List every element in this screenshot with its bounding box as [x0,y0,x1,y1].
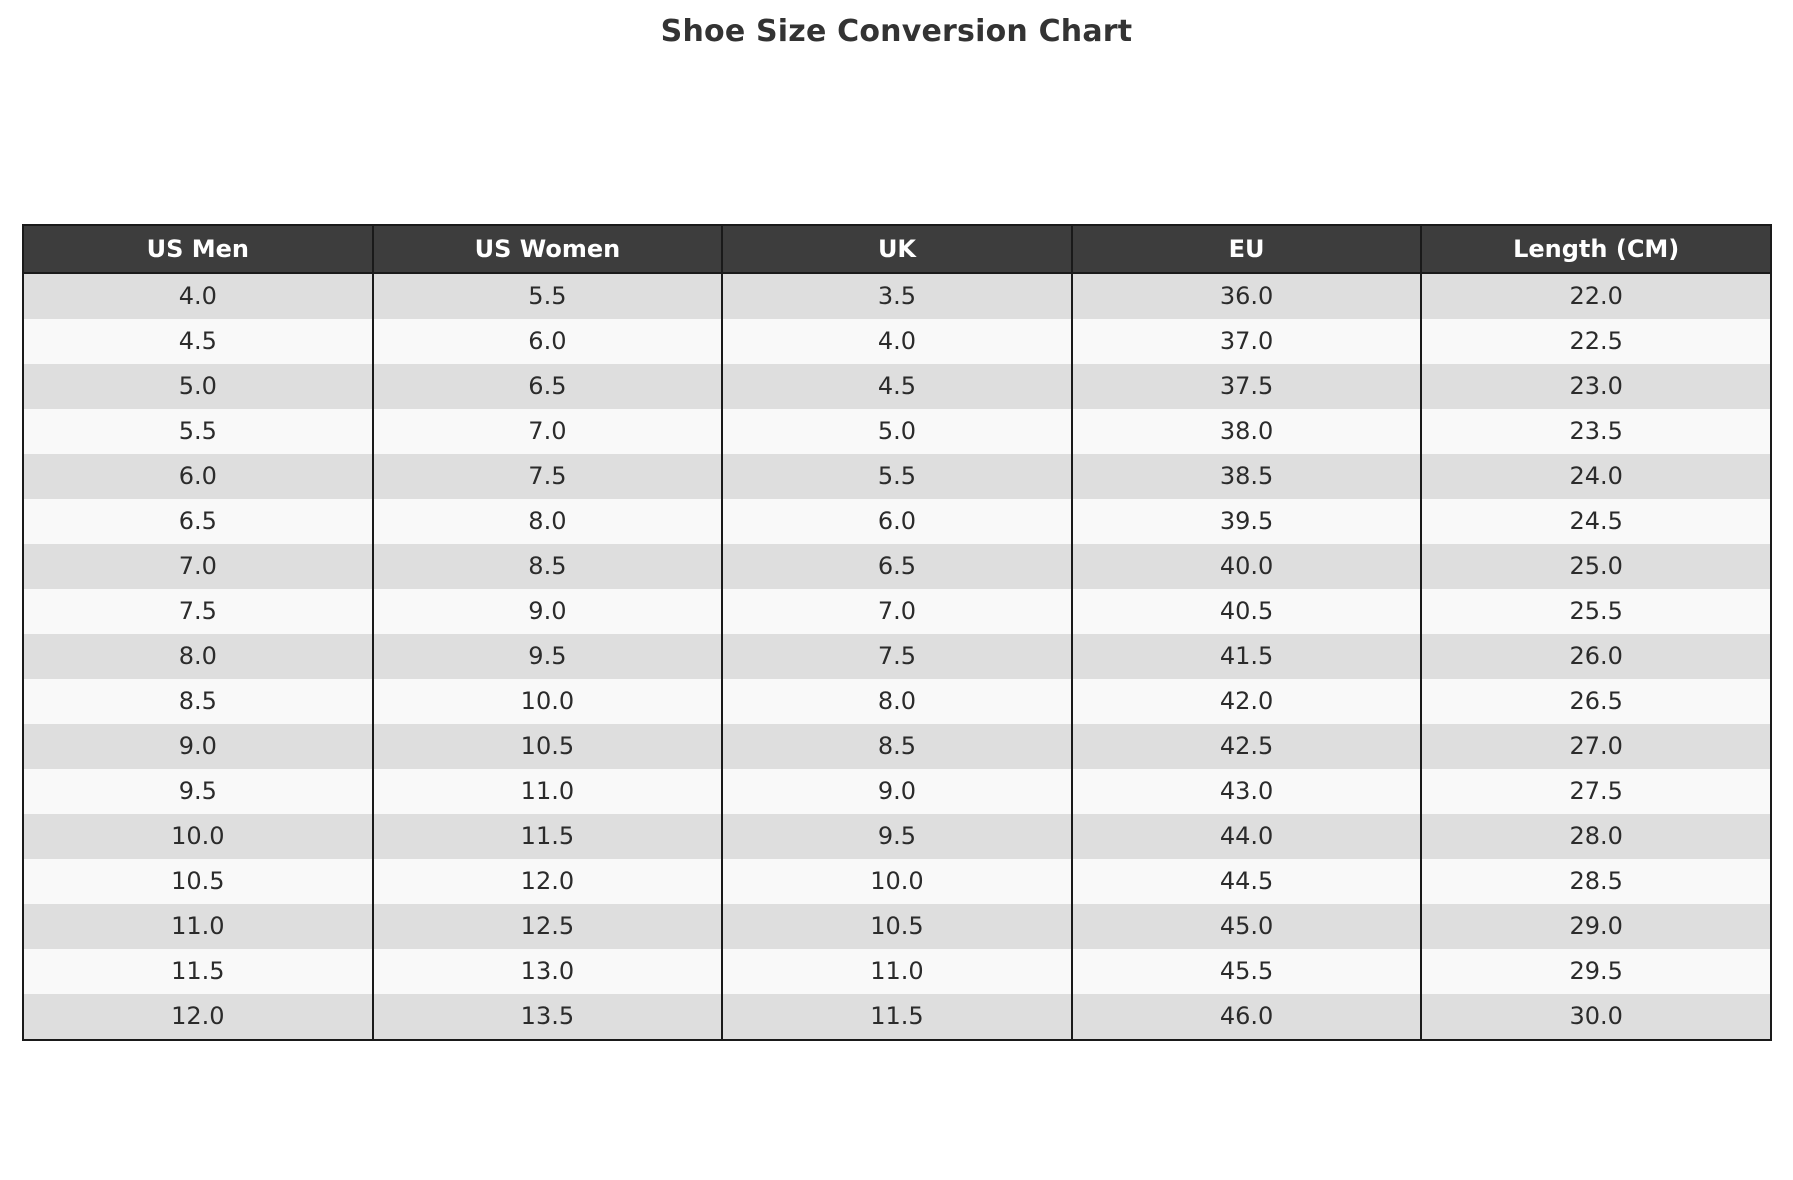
cell-us-men: 10.0 [23,814,373,859]
cell-length-cm: 24.0 [1421,454,1771,499]
cell-us-women: 12.5 [373,904,723,949]
cell-us-women: 11.5 [373,814,723,859]
cell-us-men: 9.0 [23,724,373,769]
cell-uk: 4.0 [722,319,1072,364]
cell-us-women: 9.0 [373,589,723,634]
table-row [23,679,1771,724]
cell-length-cm: 26.5 [1421,679,1771,724]
cell-eu: 40.0 [1072,544,1422,589]
table-body [23,273,1771,1040]
cell-uk: 6.5 [722,544,1072,589]
cell-eu: 42.5 [1072,724,1422,769]
cell-us-men: 5.5 [23,409,373,454]
cell-us-men: 7.5 [23,589,373,634]
cell-length-cm: 22.5 [1421,319,1771,364]
cell-eu: 37.0 [1072,319,1422,364]
cell-us-women: 9.5 [373,634,723,679]
cell-us-women: 10.0 [373,679,723,724]
chart-title: Shoe Size Conversion Chart [660,14,1133,49]
cell-length-cm: 23.0 [1421,364,1771,409]
cell-us-women: 8.0 [373,499,723,544]
cell-uk: 7.5 [722,634,1072,679]
cell-length-cm: 24.5 [1421,499,1771,544]
table-row [23,814,1771,859]
table-row [23,454,1771,499]
table-header [23,225,1771,273]
column-header-us-women: US Women [373,225,723,273]
cell-us-women: 13.5 [373,994,723,1040]
cell-us-men: 9.5 [23,769,373,814]
cell-length-cm: 28.5 [1421,859,1771,904]
cell-length-cm: 27.5 [1421,769,1771,814]
cell-us-men: 11.5 [23,949,373,994]
cell-length-cm: 22.0 [1421,273,1771,319]
cell-us-women: 12.0 [373,859,723,904]
cell-length-cm: 26.0 [1421,634,1771,679]
table-header-row [23,225,1771,273]
table-row [23,904,1771,949]
cell-length-cm: 27.0 [1421,724,1771,769]
cell-eu: 42.0 [1072,679,1422,724]
cell-eu: 39.5 [1072,499,1422,544]
cell-eu: 45.0 [1072,904,1422,949]
cell-uk: 5.5 [722,454,1072,499]
cell-length-cm: 28.0 [1421,814,1771,859]
cell-us-men: 12.0 [23,994,373,1040]
cell-uk: 10.5 [722,904,1072,949]
cell-length-cm: 30.0 [1421,994,1771,1040]
cell-eu: 46.0 [1072,994,1422,1040]
column-header-eu: EU [1072,225,1422,273]
cell-eu: 37.5 [1072,364,1422,409]
cell-uk: 10.0 [722,859,1072,904]
cell-uk: 7.0 [722,589,1072,634]
cell-uk: 11.0 [722,949,1072,994]
cell-us-men: 6.0 [23,454,373,499]
cell-uk: 8.0 [722,679,1072,724]
column-header-us-men: US Men [23,225,373,273]
cell-eu: 36.0 [1072,273,1422,319]
table-row [23,859,1771,904]
cell-uk: 3.5 [722,273,1072,319]
cell-us-men: 4.5 [23,319,373,364]
table-row [23,634,1771,679]
cell-us-women: 11.0 [373,769,723,814]
table-row [23,499,1771,544]
cell-uk: 6.0 [722,499,1072,544]
cell-length-cm: 29.5 [1421,949,1771,994]
cell-eu: 44.0 [1072,814,1422,859]
cell-length-cm: 29.0 [1421,904,1771,949]
cell-eu: 38.5 [1072,454,1422,499]
cell-us-men: 6.5 [23,499,373,544]
column-header-length-cm: Length (CM) [1421,225,1771,273]
cell-us-men: 10.5 [23,859,373,904]
cell-us-men: 5.0 [23,364,373,409]
cell-eu: 41.5 [1072,634,1422,679]
cell-us-women: 13.0 [373,949,723,994]
cell-us-men: 11.0 [23,904,373,949]
cell-us-women: 8.5 [373,544,723,589]
cell-us-women: 7.0 [373,409,723,454]
cell-us-men: 8.5 [23,679,373,724]
table-row [23,769,1771,814]
table-row [23,949,1771,994]
cell-eu: 45.5 [1072,949,1422,994]
table-row [23,724,1771,769]
cell-us-men: 7.0 [23,544,373,589]
cell-uk: 9.5 [722,814,1072,859]
cell-eu: 43.0 [1072,769,1422,814]
cell-length-cm: 25.0 [1421,544,1771,589]
cell-eu: 44.5 [1072,859,1422,904]
cell-us-women: 7.5 [373,454,723,499]
cell-us-men: 4.0 [23,273,373,319]
cell-us-men: 8.0 [23,634,373,679]
cell-eu: 38.0 [1072,409,1422,454]
cell-us-women: 5.5 [373,273,723,319]
table-row [23,544,1771,589]
table-row [23,364,1771,409]
cell-eu: 40.5 [1072,589,1422,634]
cell-uk: 9.0 [722,769,1072,814]
cell-us-women: 6.0 [373,319,723,364]
table-row [23,273,1771,319]
cell-uk: 5.0 [722,409,1072,454]
table-row [23,589,1771,634]
table-row [23,994,1771,1040]
table-row [23,409,1771,454]
size-conversion-table [22,224,1772,1041]
cell-uk: 11.5 [722,994,1072,1040]
cell-length-cm: 25.5 [1421,589,1771,634]
cell-us-women: 10.5 [373,724,723,769]
cell-uk: 8.5 [722,724,1072,769]
cell-us-women: 6.5 [373,364,723,409]
cell-length-cm: 23.5 [1421,409,1771,454]
column-header-uk: UK [722,225,1072,273]
cell-uk: 4.5 [722,364,1072,409]
size-conversion-table-container [22,224,1772,1041]
table-row [23,319,1771,364]
